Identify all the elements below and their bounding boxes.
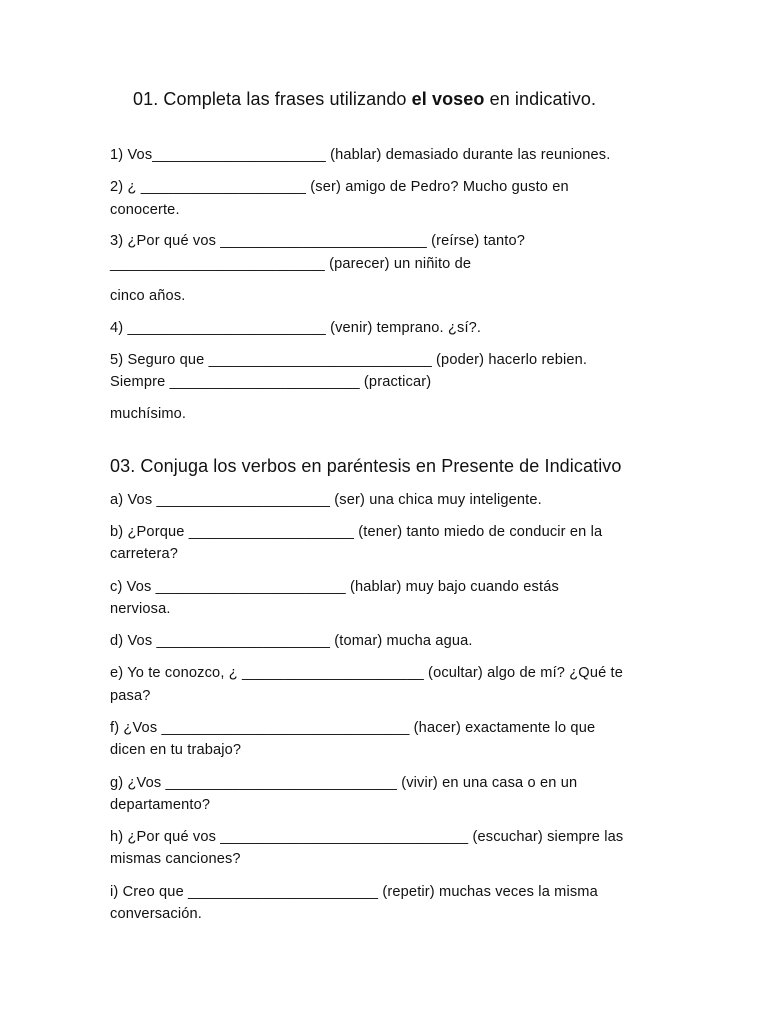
exercise-2-line: 2) ¿ ____________________ (ser) amigo de Pedro? Mucho gusto en	[110, 179, 569, 195]
exercise-f-line: f) ¿Vos ______________________________ (hacer) exactamente lo que	[110, 720, 596, 736]
section-1-title-text: 01. Completa las frases utilizando	[133, 89, 412, 109]
exercise-3-continuation-2: cinco años.	[110, 288, 186, 304]
exercise-5-line: 5) Seguro que ___________________________ (poder) hacerlo rebien.	[110, 352, 588, 368]
exercise-h-continuation: mismas canciones?	[110, 851, 241, 867]
exercise-g-continuation: departamento?	[110, 797, 211, 813]
exercise-1-line: 1) Vos_____________________ (hablar) demasiado durante las reuniones.	[110, 147, 611, 163]
exercise-i-continuation: conversación.	[110, 906, 202, 922]
exercise-5-continuation-2: muchísimo.	[110, 406, 187, 422]
exercise-3-continuation: __________________________ (parecer) un niñito de	[110, 256, 472, 272]
section-1-title	[133, 88, 596, 110]
exercise-d-line: d) Vos _____________________ (tomar) mucha agua.	[110, 633, 473, 649]
exercise-c-continuation: nerviosa.	[110, 601, 171, 617]
exercise-3-line: 3) ¿Por qué vos _________________________ (reírse) tanto?	[110, 233, 526, 249]
exercise-g-line: g) ¿Vos ____________________________ (vivir) en una casa o en un	[110, 775, 578, 791]
section-3-title: 03. Conjuga los verbos en paréntesis en Presente de Indicativo	[110, 456, 622, 476]
exercise-f-continuation: dicen en tu trabajo?	[110, 742, 242, 758]
section-1-title-text-end: en indicativo.	[484, 89, 597, 109]
section-1-title-bold: el voseo	[411, 89, 485, 109]
exercise-c-line: c) Vos _______________________ (hablar) muy bajo cuando estás	[110, 579, 559, 595]
exercise-2-continuation: conocerte.	[110, 202, 180, 218]
exercise-h-line: h) ¿Por qué vos ______________________________ (escuchar) siempre las	[110, 829, 624, 845]
exercise-b-continuation: carretera?	[110, 546, 179, 562]
exercise-5-continuation: Siempre _______________________ (practicar)	[110, 374, 432, 390]
exercise-a-line: a) Vos _____________________ (ser) una chica muy inteligente.	[110, 492, 542, 508]
exercise-e-continuation: pasa?	[110, 688, 151, 704]
exercise-4-line: 4) ________________________ (venir) temprano. ¿sí?.	[110, 320, 482, 336]
exercise-i-line: i) Creo que _______________________ (repetir) muchas veces la misma	[110, 884, 598, 900]
exercise-e-line: e) Yo te conozco, ¿ ______________________ (ocultar) algo de mí? ¿Qué te	[110, 665, 624, 681]
exercise-b-line: b) ¿Porque ____________________ (tener) tanto miedo de conducir en la	[110, 524, 603, 540]
